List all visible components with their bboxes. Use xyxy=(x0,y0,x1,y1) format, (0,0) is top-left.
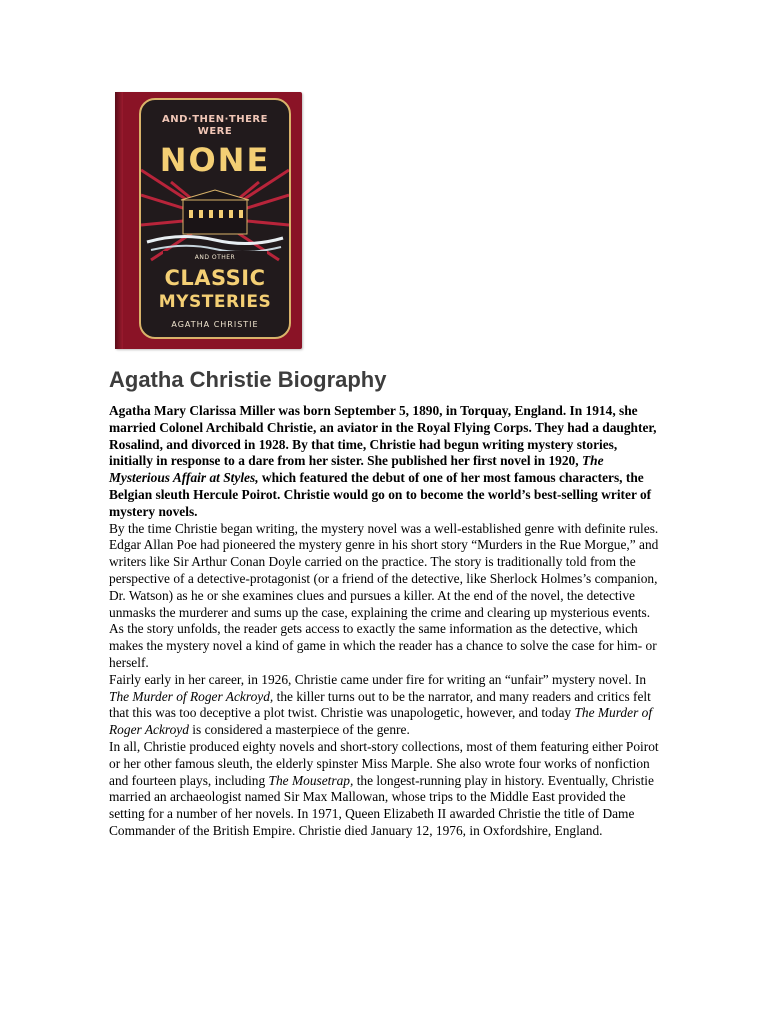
biography-body xyxy=(109,403,659,840)
page-title: Agatha Christie Biography xyxy=(109,367,387,392)
book-title: The Murder of Roger Ackroyd xyxy=(109,705,653,738)
book-title: The Murder of Roger Ackroyd, xyxy=(109,688,274,704)
text-run: which featured the debut of one of her most famous characters, the Belgian sleuth Hercule Poirot. Christie would go on to become the world’s best-selling writer of mystery novels. xyxy=(109,470,652,519)
text-run: the killer turns out to be the narrator, and many readers and critics felt that this was too deceptive a plot twist. Christie was unapologetic, however, and today xyxy=(109,688,651,721)
cover-title-line3: NONE xyxy=(159,141,271,179)
ackroyd-paragraph xyxy=(109,672,659,739)
cover-title-line1: AND·THEN·THERE xyxy=(162,114,268,125)
text-run: is considered a masterpiece of the genre. xyxy=(188,722,410,738)
cover-title-line2: WERE xyxy=(197,126,233,137)
text-run: the longest-running play in history. Eventually, Christie married an archaeologist named Sir Max Mallowan, whose trips to the Middle East provided the setting for a number of her novels. In 1971, Queen Elizabeth II awarded Christie the title of Dame Commander of the British Empire. Christie died January 12, 1976, in Oxfordshire, England. xyxy=(109,772,654,838)
text-run: In all, Christie produced eighty novels and short-story collections, most of them featuring either Poirot or her other famous sleuth, the elderly spinster Miss Marple. She also wrote four works of nonfiction and fourteen plays, including xyxy=(109,738,659,788)
cover-title-line4: AND OTHER xyxy=(194,254,236,261)
cover-panel xyxy=(139,98,291,339)
book-spine xyxy=(115,92,123,349)
legacy-paragraph xyxy=(109,739,659,840)
play-title: The Mousetrap, xyxy=(268,772,354,788)
intro-paragraph xyxy=(109,403,659,521)
cover-title-line6: MYSTERIES xyxy=(158,292,272,312)
cover-title-line5: CLASSIC xyxy=(164,266,266,290)
genre-paragraph: By the time Christie began writing, the mystery novel was a well-established genre with definite rules. Edgar Allan Poe had pioneered the mystery genre in his short story “Murders in the Rue Morgue,” and writers like Sir Arthur Conan Doyle carried on the practice. The story is traditionally told from the perspective of a detective-protagonist (or a friend of the detective, like Sherlock Holmes’s companion, Dr. Watson) as he or she examines clues and pursues a killer. At the end of the novel, the detective unmasks the murderer and sums up the case, explaining the crime and clearing up mysterious events. As the story unfolds, the reader gets access to exactly the same information as the detective, which makes the mystery novel a kind of game in which the reader has a chance to solve the case for him- or herself. xyxy=(109,520,659,670)
book-cover-image xyxy=(115,92,302,349)
text-run: Agatha Mary Clarissa Miller was born September 5, 1890, in Torquay, England. In 1914, she married Colonel Archibald Christie, an aviator in the Royal Flying Corps. They had a daughter, Rosalind, and divorced in 1928. By that time, Christie had begun writing mystery stories, initially in response to a dare from her sister. She published her first novel in 1920, xyxy=(109,403,657,469)
cover-author: AGATHA CHRISTIE xyxy=(171,320,259,329)
text-run: Fairly early in her career, in 1926, Christie came under fire for writing an “unfair” mystery novel. In xyxy=(109,671,647,687)
book-title: The Mysterious Affair at Styles, xyxy=(109,453,604,486)
